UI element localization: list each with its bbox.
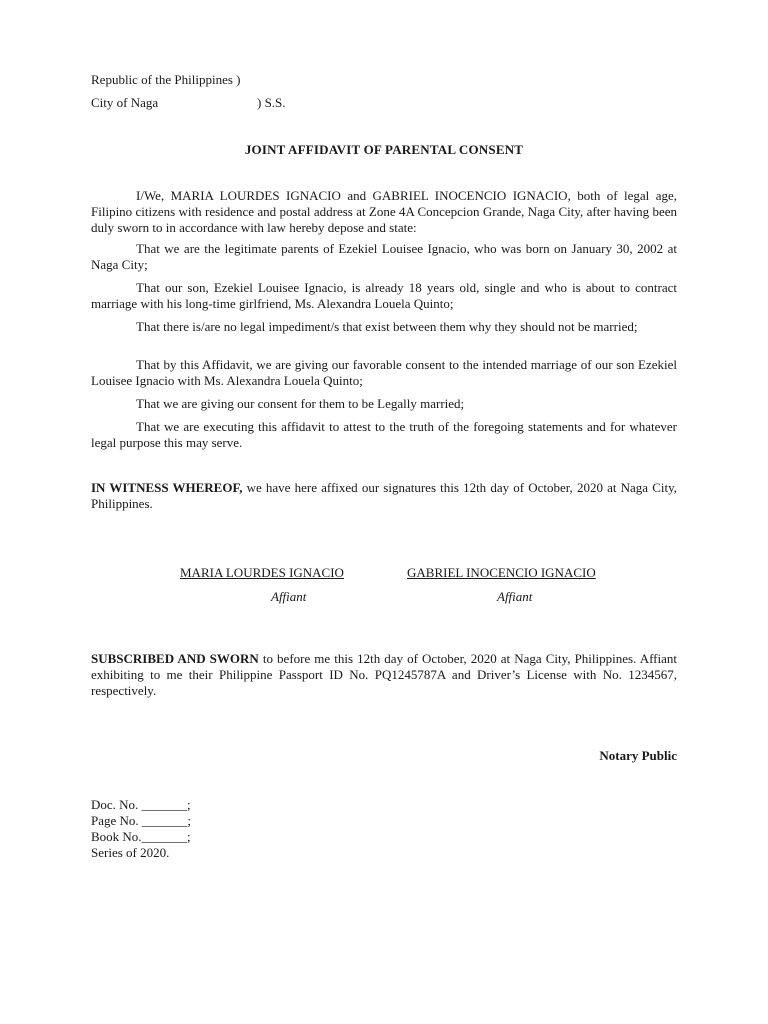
book-number: Book No._______; xyxy=(91,829,191,844)
signatory-name-1: MARIA LOURDES IGNACIO xyxy=(180,565,344,580)
venue-city-name: City of Naga xyxy=(91,95,159,110)
venue-city xyxy=(91,95,286,111)
doc-number: Doc. No. _______; xyxy=(91,797,191,812)
statement-parents: That we are the legitimate parents of Ezekiel Louisee Ignacio, who was born on January 30, 2002 at Naga City; xyxy=(91,241,677,272)
intro-paragraph: I/We, MARIA LOURDES IGNACIO and GABRIEL INOCENCIO IGNACIO, both of legal age, Filipino citizens with residence and postal address at Zone 4A Concepcion Grande, Naga City, after having been duly sworn to in accordance with law hereby depose and state: xyxy=(91,188,677,235)
witness-text: we have here affixed our signatures this 12th day of October, 2020 at Naga City, Philippines. xyxy=(91,480,677,511)
document-title: JOINT AFFIDAVIT OF PARENTAL CONSENT xyxy=(244,142,524,157)
witness-lead: IN WITNESS WHEREOF, xyxy=(91,480,243,495)
venue-ss: ) S.S. xyxy=(257,95,286,110)
witness-paragraph xyxy=(91,480,677,512)
notary-public-label: Notary Public xyxy=(599,748,677,763)
jurat-paragraph xyxy=(91,651,677,699)
venue-republic: Republic of the Philippines ) xyxy=(91,72,241,87)
signatory-name-2: GABRIEL INOCENCIO IGNACIO xyxy=(407,565,596,580)
statement-no-impediment: That there is/are no legal impediment/s that exist between them why they should not be married; xyxy=(136,319,638,334)
page-number: Page No. _______; xyxy=(91,813,192,828)
statement-favorable-consent: That by this Affidavit, we are giving our favorable consent to the intended marriage of our son Ezekiel Louisee Ignacio with Ms. Alexandra Louela Quinto; xyxy=(91,357,677,388)
statement-legal-consent: That we are giving our consent for them to be Legally married; xyxy=(136,396,465,411)
series-year: Series of 2020. xyxy=(91,845,170,860)
statement-son-age: That our son, Ezekiel Louisee Ignacio, is already 18 years old, single and who is about to contract marriage with his long-time girlfriend, Ms. Alexandra Louela Quinto; xyxy=(91,280,677,311)
signatory-role-1: Affiant xyxy=(271,589,307,604)
statement-purpose: That we are executing this affidavit to attest to the truth of the foregoing statements and for whatever legal purpose this may serve. xyxy=(91,419,677,450)
jurat-text: to before me this 12th day of October, 2020 at Naga City, Philippines. Affiant exhibiting to me their Philippine Passport ID No. PQ1245787A and Driver’s License with No. 1234567, respectively. xyxy=(91,651,677,698)
jurat-lead: SUBSCRIBED AND SWORN xyxy=(91,651,259,666)
signatory-role-2: Affiant xyxy=(497,589,533,604)
